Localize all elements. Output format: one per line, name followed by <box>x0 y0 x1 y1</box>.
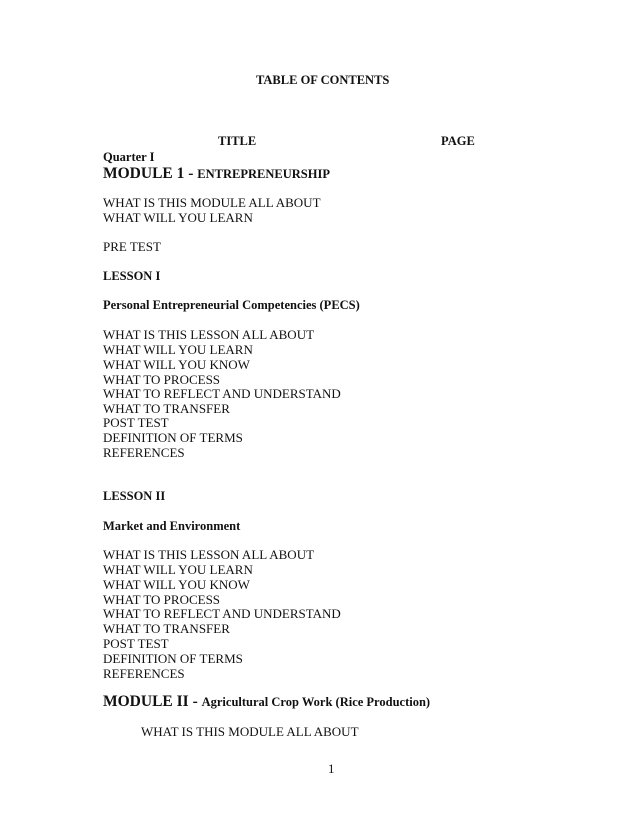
lesson-1-label: LESSON I <box>103 269 161 283</box>
toc-entry: POST TEST <box>103 636 169 651</box>
toc-entry: WHAT WILL YOU LEARN <box>103 342 253 357</box>
toc-entry: WHAT IS THIS LESSON ALL ABOUT <box>103 547 315 562</box>
module-2-heading <box>103 694 430 710</box>
page-number: 1 <box>328 761 335 776</box>
module-1-heading <box>103 166 330 182</box>
toc-entry: WHAT IS THIS LESSON ALL ABOUT <box>103 327 315 342</box>
toc-entry: WHAT IS THIS MODULE ALL ABOUT <box>141 724 359 739</box>
column-header-page: PAGE <box>441 134 475 148</box>
toc-entry: WHAT WILL YOU KNOW <box>103 357 250 372</box>
toc-entry: WHAT WILL YOU KNOW <box>103 577 250 592</box>
toc-entry: WHAT TO TRANSFER <box>103 401 230 416</box>
page-title: TABLE OF CONTENTS <box>256 73 390 87</box>
module-2-name: Agricultural Crop Work (Rice Production) <box>201 695 431 709</box>
lesson-1-title: Personal Entrepreneurial Competencies (PECS) <box>103 298 360 312</box>
quarter-label: Quarter I <box>103 150 155 164</box>
toc-entry: WHAT IS THIS MODULE ALL ABOUT <box>103 195 321 210</box>
toc-entry: WHAT WILL YOU LEARN <box>103 562 253 577</box>
toc-entry: WHAT WILL YOU LEARN <box>103 210 253 225</box>
module-1-label: MODULE 1 - <box>103 165 198 182</box>
module-1-name: ENTREPRENEURSHIP <box>197 167 330 181</box>
toc-entry: REFERENCES <box>103 666 185 681</box>
toc-entry: WHAT TO PROCESS <box>103 372 221 387</box>
toc-entry: DEFINITION OF TERMS <box>103 430 243 445</box>
module-2-label: MODULE II - <box>103 693 202 710</box>
toc-entry: WHAT TO REFLECT AND UNDERSTAND <box>103 386 341 401</box>
toc-entry: WHAT TO TRANSFER <box>103 621 230 636</box>
lesson-2-title: Market and Environment <box>103 519 241 533</box>
toc-entry-pretest: PRE TEST <box>103 239 161 254</box>
toc-entry: WHAT TO PROCESS <box>103 592 221 607</box>
toc-entry: DEFINITION OF TERMS <box>103 651 243 666</box>
lesson-2-label: LESSON II <box>103 489 166 503</box>
toc-entry: WHAT TO REFLECT AND UNDERSTAND <box>103 606 341 621</box>
column-header-title: TITLE <box>218 134 257 148</box>
toc-entry: REFERENCES <box>103 445 185 460</box>
toc-entry: POST TEST <box>103 415 169 430</box>
